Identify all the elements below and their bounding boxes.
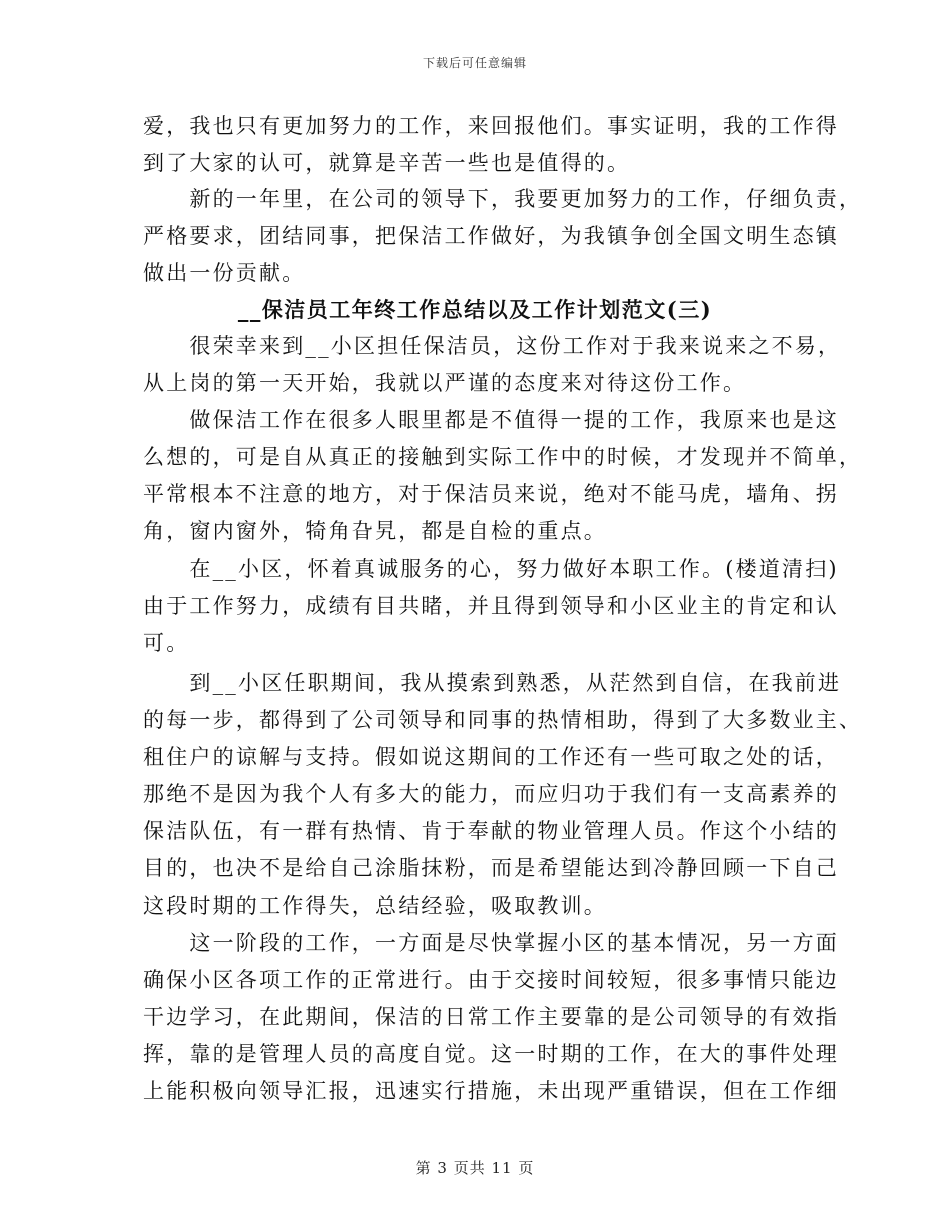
paragraph-line: 确保小区各项工作的正常进行。由于交接时间较短，很多事情只能边	[143, 968, 839, 992]
paragraph-line: 爱，我也只有更加努力的工作，来回报他们。事实证明，我的工作得	[143, 114, 839, 138]
paragraph-line: 可。	[143, 631, 190, 655]
paragraph-line: 到了大家的认可，就算是辛苦一些也是值得的。	[143, 151, 631, 175]
paragraph-line: 做出一份贡献。	[143, 261, 306, 285]
paragraph-line: 角，窗内窗外，犄角旮旯，都是自检的重点。	[143, 519, 607, 543]
paragraph-line: 目的，也决不是给自己涂脂抹粉，而是希望能达到冷静回顾一下自己	[143, 856, 839, 880]
paragraph-line: 保洁队伍，有一群有热情、肯于奉献的物业管理人员。作这个小结的	[143, 819, 839, 843]
paragraph-line: 这一阶段的工作，一方面是尽快掌握小区的基本情况，另一方面	[143, 931, 839, 955]
paragraph-line: 做保洁工作在很多人眼里都是不值得一提的工作，我原来也是这	[143, 408, 839, 432]
paragraph-line: 从上岗的第一天开始，我就以严谨的态度来对待这份工作。	[143, 371, 747, 395]
paragraph-line: 到__小区任职期间，我从摸索到熟悉，从茫然到自信，在我前进	[143, 671, 842, 695]
paragraph-line: 严格要求，团结同事，把保洁工作做好，为我镇争创全国文明生态镇	[143, 224, 839, 248]
page-header: 下载后可任意编辑	[422, 56, 527, 70]
paragraph-line: 租住户的谅解与支持。假如说这期间的工作还有一些可取之处的话，	[143, 745, 839, 769]
paragraph-line: 那绝不是因为我个人有多大的能力，而应归功于我们有一支高素养的	[143, 782, 839, 806]
paragraph-line: 很荣幸来到__小区担任保洁员，这份工作对于我来说来之不易，	[143, 334, 842, 358]
paragraph-line: 由于工作努力，成绩有目共睹，并且得到领导和小区业主的肯定和认	[143, 594, 839, 618]
paragraph-line: 上能积极向领导汇报，迅速实行措施，未出现严重错误，但在工作细	[143, 1079, 839, 1103]
paragraph-line: 么想的，可是自从真正的接触到实际工作中的时候，才发现并不简单，	[143, 445, 863, 469]
paragraph-line: 在__小区，怀着真诚服务的心，努力做好本职工作。(楼道清扫)	[143, 557, 839, 581]
section-title: __保洁员工年终工作总结以及工作计划范文(三)	[237, 297, 713, 322]
page-number: 第 3 页共 11 页	[415, 1159, 535, 1177]
paragraph-line: 这段时期的工作得失，总结经验，吸取教训。	[143, 894, 607, 918]
paragraph-line: 的每一步，都得到了公司领导和同事的热情相助，得到了大多数业主、	[143, 708, 863, 732]
paragraph-line: 新的一年里，在公司的领导下，我要更加努力的工作，仔细负责，	[143, 187, 863, 211]
paragraph-line: 挥，靠的是管理人员的高度自觉。这一时期的工作，在大的事件处理	[143, 1042, 839, 1066]
paragraph-line: 平常根本不注意的地方，对于保洁员来说，绝对不能马虎，墙角、拐	[143, 482, 839, 506]
paragraph-line: 干边学习，在此期间，保洁的日常工作主要靠的是公司领导的有效指	[143, 1005, 839, 1029]
